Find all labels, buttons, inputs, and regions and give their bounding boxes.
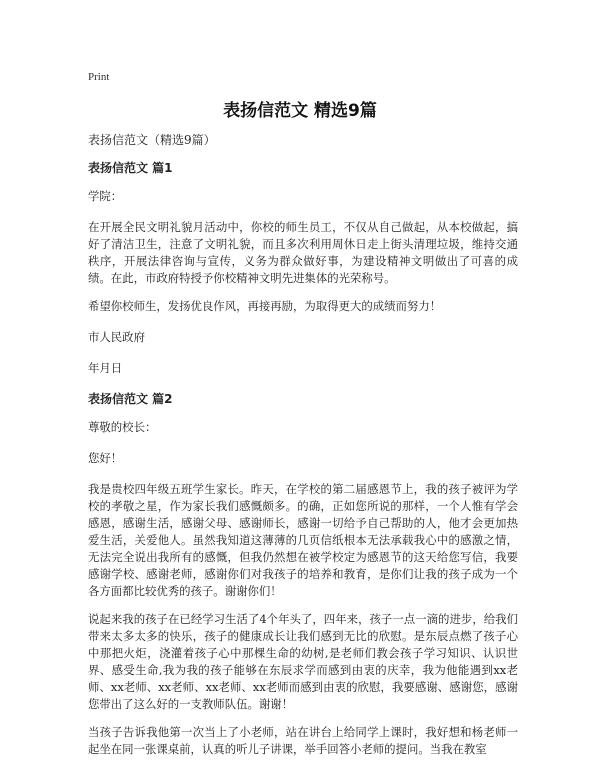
body-paragraph: 在开展全民文明礼貌月活动中，你校的师生员工，不仅从自己做起，从本校做起，搞好了清洁卫生，注意了文明礼貌，而且多次利用周休日走上街头清理垃圾，维持交通秩序，开展法律咨询与宣传，义务为群众做好事，为建设精神文明做出了可喜的成绩。在此，市政府特授予你校精神文明先进集体的光荣称号。 xyxy=(88,220,518,285)
body-paragraph: 我是贵校四年级五班学生家长。昨天，在学校的第二届感恩节上，我的孩子被评为学校的孝敬之星，作为家长我们感慨颇多。的确，正如您所说的那样，一个人惟有学会感恩，感谢生活，感谢父母、感谢师长，感谢一切给予自己帮助的人，他才会更加热爱生活，关爱他人。虽然我知道这薄薄的几页信纸根本无法承载我心中的感激之情，无法完全说出我所有的感慨，但我仍然想在被学校定为感恩节的这天给您写信，我要感谢学校、感谢老师，感谢你们对我孩子的培养和教育，是你们让我的孩子成为一个各方面都比较优秀的孩子。谢谢你们！ xyxy=(88,482,518,598)
document-subtitle: 表扬信范文（精选9篇） xyxy=(88,133,216,147)
document-body xyxy=(88,132,518,769)
body-paragraph: 当孩子告诉我他第一次当上了小老师，站在讲台上给同学上课时，我好想和杨老师一起坐在同一张课桌前，认真的听儿子讲课，举手回答小老师的提问。当我在教室 xyxy=(88,725,518,756)
date-line: 年月日 xyxy=(88,361,123,375)
salutation: 学院： xyxy=(88,189,123,203)
section-heading-1: 表扬信范文 篇1 xyxy=(88,161,173,175)
body-paragraph: 说起来我的孩子在已经学习生活了4个年头了，四年来，孩子一点一滴的进步，给我们带来太多太多的快乐，孩子的健康成长让我们感到无比的欣慰。是东辰点燃了孩子心中那把火炬，浇灌着孩子心中那棵生命的幼树,是老师们教会孩子学习知识、认识世界、感受生命,我为我的孩子能够在东辰求学而感到由衷的庆幸，我为他能遇到xx老师、xx老师、xx老师、xx老师、xx老师而感到由衷的欣慰，我要感谢、感谢您，感谢您带出了这么好的一支教师队伍。谢谢！ xyxy=(88,612,518,711)
page-title: 表扬信范文 精选9篇 xyxy=(223,101,377,121)
greeting: 您好！ xyxy=(88,451,123,465)
signature: 市人民政府 xyxy=(88,330,145,344)
section-heading-2: 表扬信范文 篇2 xyxy=(88,392,173,406)
salutation: 尊敬的校长： xyxy=(88,420,157,434)
print-label[interactable]: Print xyxy=(88,71,110,83)
body-paragraph: 希望你校师生，发扬优良作风，再接再励，为取得更大的成绩而努力！ xyxy=(88,299,442,313)
